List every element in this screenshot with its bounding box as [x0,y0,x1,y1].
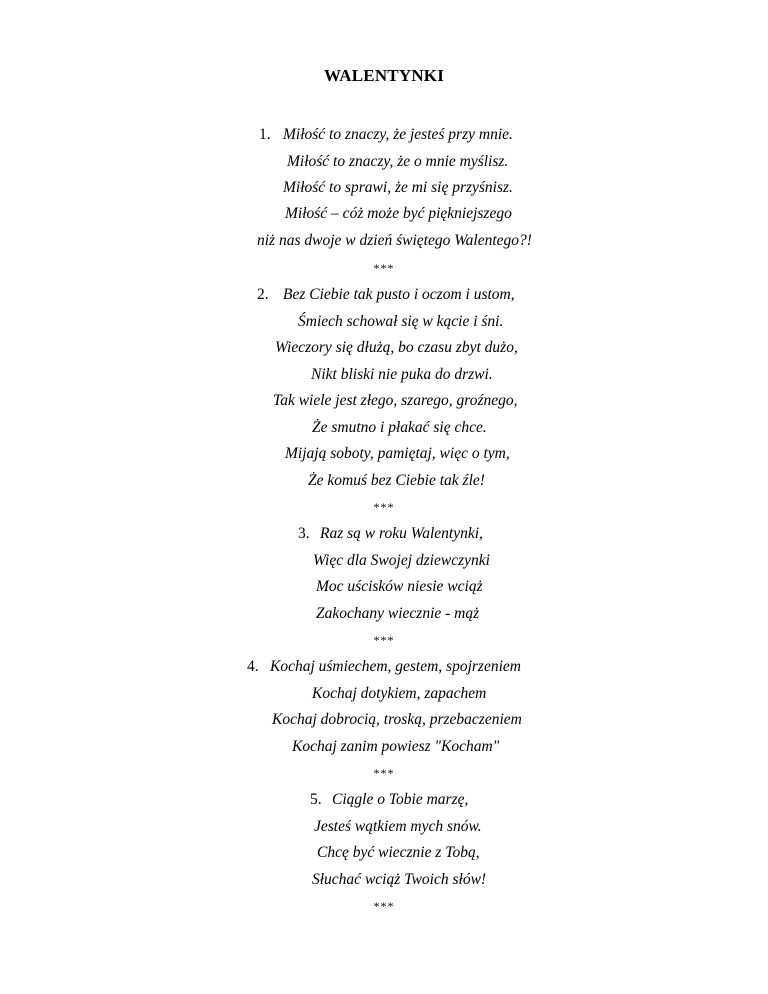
stanza-separator: *** [373,633,395,647]
poem-number: 3. [298,525,310,542]
poem-line: Zakochany wiecznie - mąż [316,605,480,622]
poem-line: Kochaj zanim powiesz "Kocham" [292,738,500,755]
page-title: WALENTYNKI [323,66,445,85]
poem-line: Że smutno i płakać się chce. [312,419,487,436]
poem-line: Miłość to sprawi, że mi się przyśnisz. [283,179,513,196]
poem-line: Bez Ciebie tak pusto i oczom i ustom, [283,286,515,303]
poem-line: niż nas dwoje w dzień świętego Walentego?! [257,232,532,249]
poem-line: Miłość to znaczy, że jesteś przy mnie. [283,126,513,143]
poem-line: Raz są w roku Walentynki, [320,525,483,542]
poem-line: Miłość to znaczy, że o mnie myślisz. [287,153,509,170]
poem-line: Ciągle o Tobie marzę, [332,791,469,808]
poem-number: 4. [247,658,259,675]
poem-line: Kochaj dotykiem, zapachem [312,685,487,702]
poem-line: Chcę być wiecznie z Tobą, [317,844,480,861]
poem-line: Że komuś bez Ciebie tak źle! [308,472,485,489]
poem-line: Słuchać wciąż Twoich słów! [312,871,487,888]
poem-line: Kochaj dobrocią, troską, przebaczeniem [272,711,522,728]
poem-line: Kochaj uśmiechem, gestem, spojrzeniem [270,658,521,675]
poem-line: Mijają soboty, pamiętaj, więc o tym, [285,445,510,462]
poem-line: Tak wiele jest złego, szarego, groźnego, [273,392,518,409]
poem-line: Miłość – cóż może być piękniejszego [285,205,512,222]
poem-number: 5. [310,791,322,808]
poem-line: Nikt bliski nie puka do drzwi. [311,366,493,383]
poem-number: 2. [257,286,269,303]
stanza-separator: *** [373,500,395,514]
poem-line: Moc uścisków niesie wciąż [316,578,483,595]
poem-line: Śmiech schował się w kącie i śni. [298,313,504,330]
poem-line: Wieczory się dłużą, bo czasu zbyt dużo, [275,339,518,356]
stanza-separator: *** [373,899,395,913]
stanza-separator: *** [373,766,395,780]
poem-line: Więc dla Swojej dziewczynki [313,552,490,569]
stanza-separator: *** [373,261,395,275]
poem-number: 1. [259,126,271,143]
poem-line: Jesteś wątkiem mych snów. [314,818,482,835]
